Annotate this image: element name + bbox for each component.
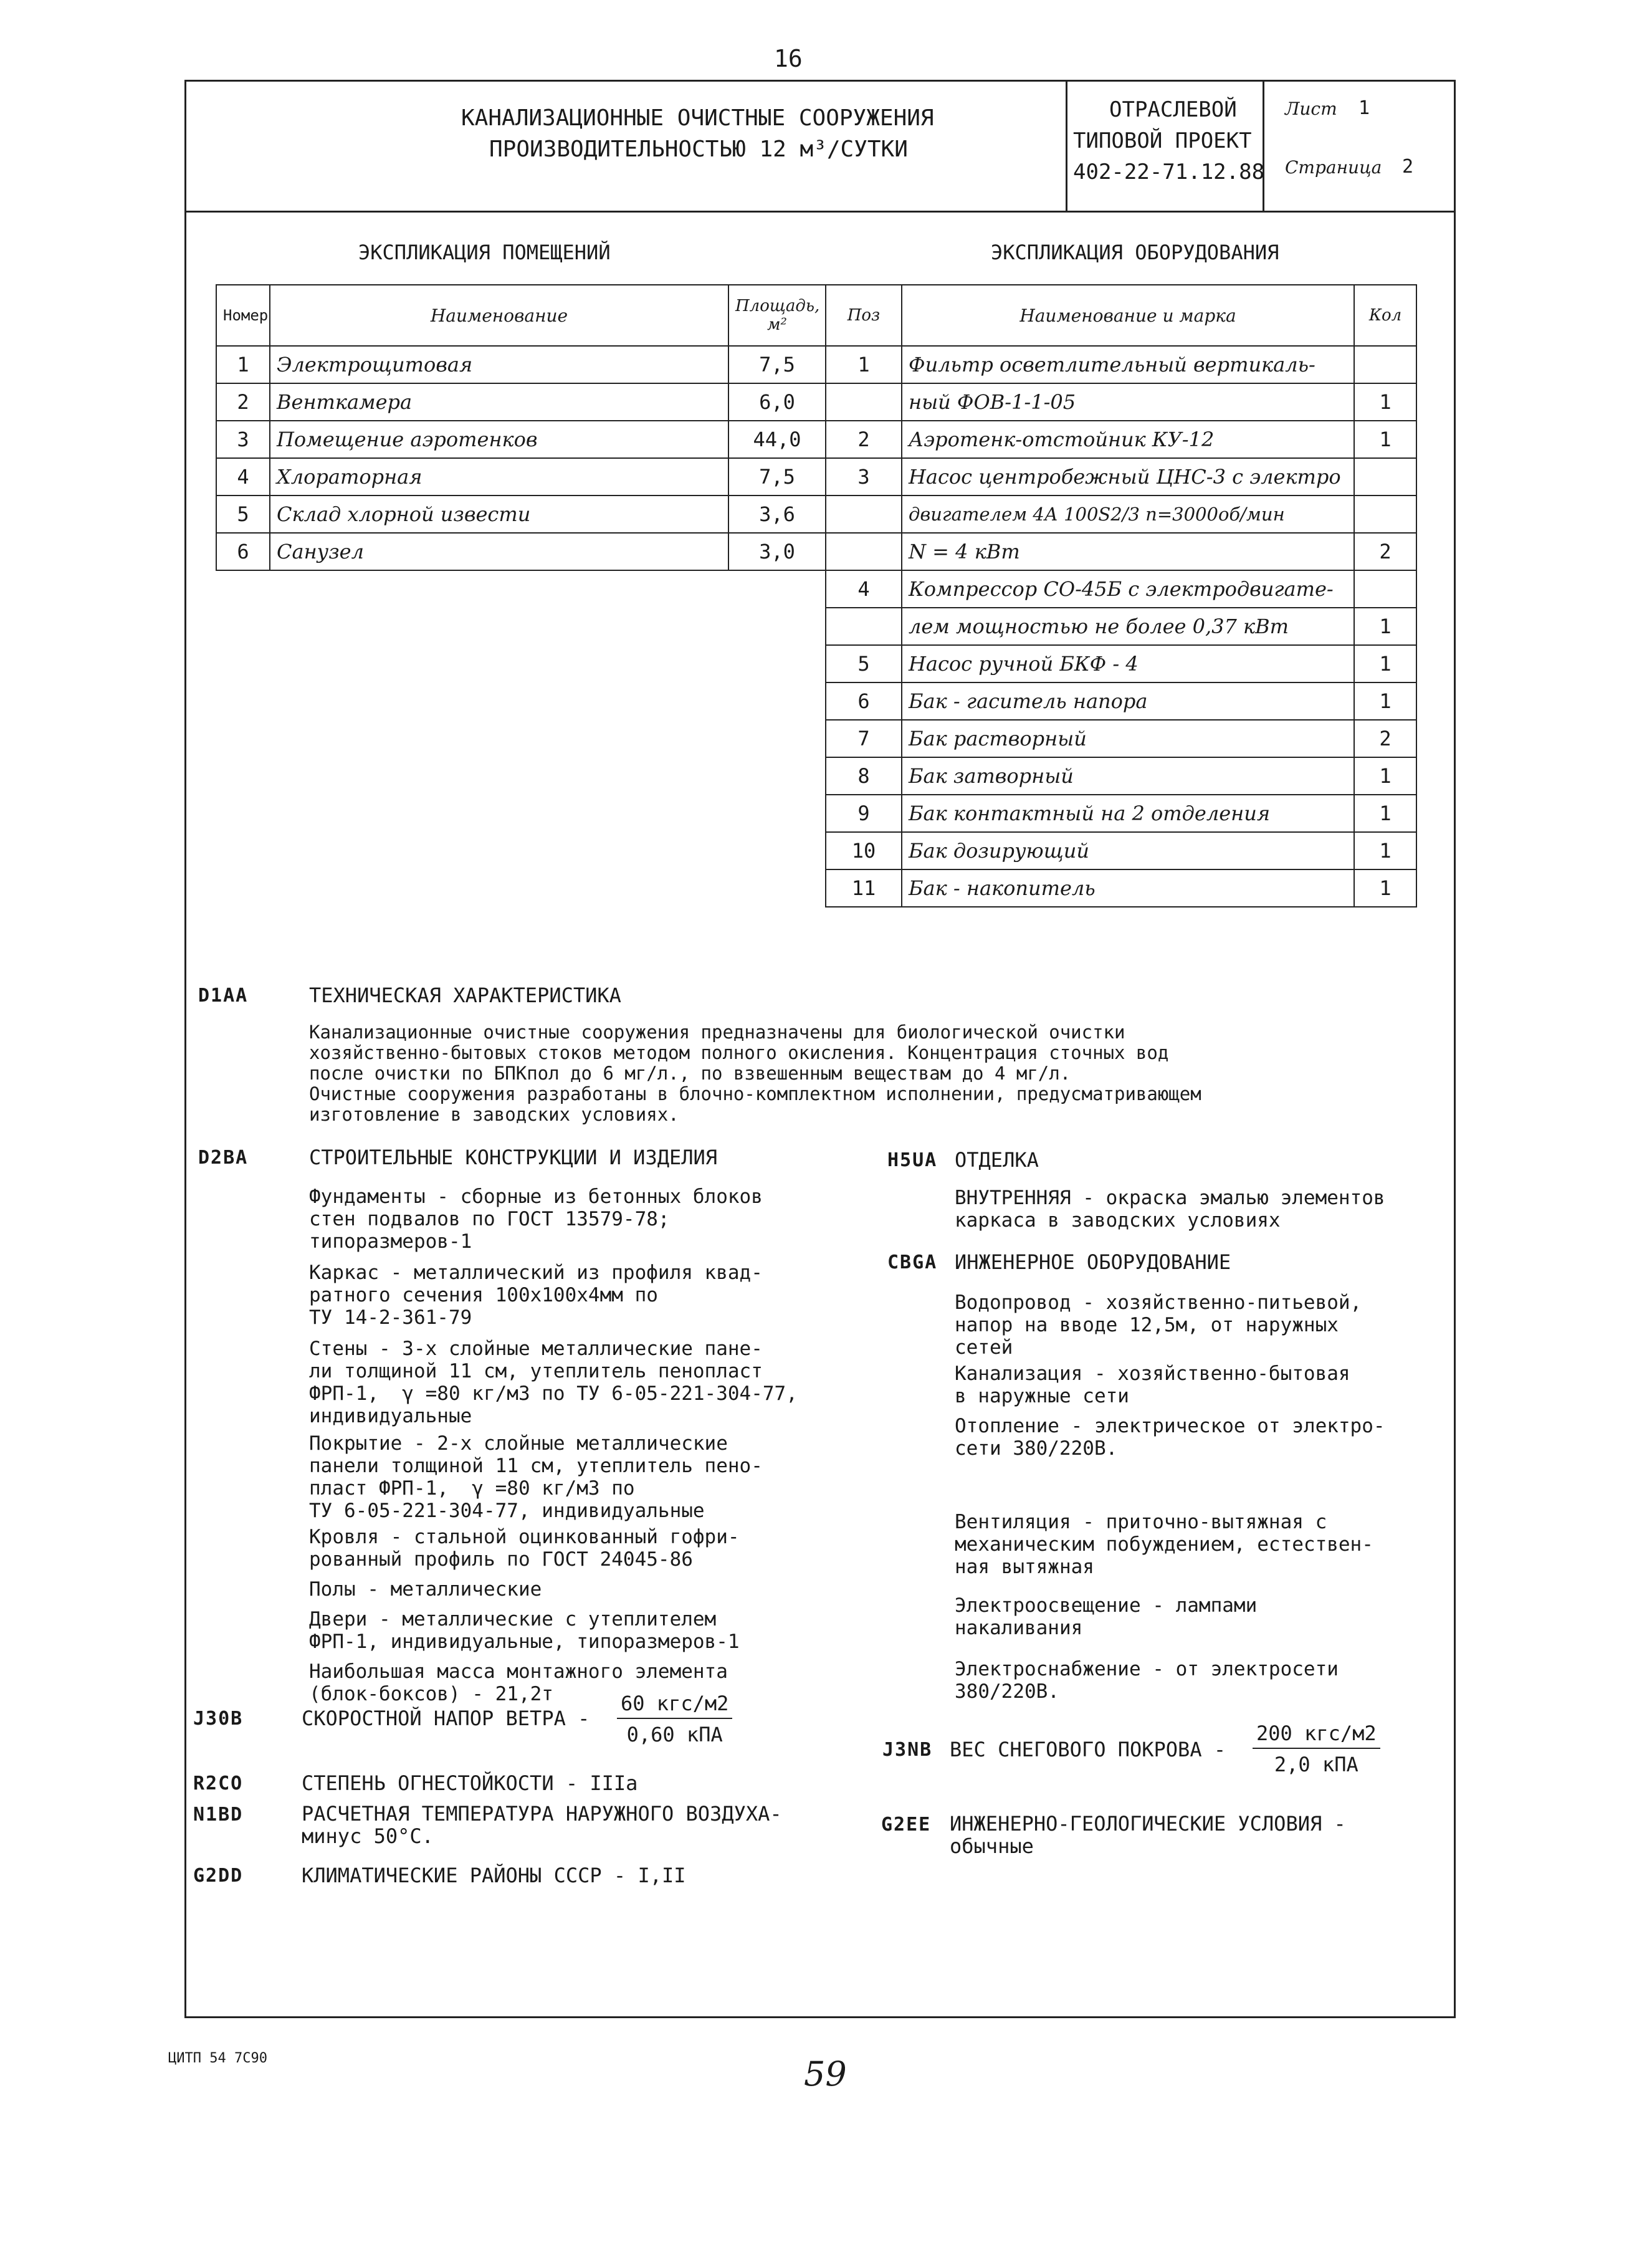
title-line-1: КАНАЛИЗАЦИОННЫЕ ОЧИСТНЫЕ СООРУЖЕНИЯ (461, 105, 934, 131)
table-row (826, 832, 1416, 869)
room-num: 3 (216, 421, 270, 458)
equip-pos (826, 608, 902, 645)
equipment-heading: ЭКСПЛИКАЦИЯ ОБОРУДОВАНИЯ (991, 241, 1279, 264)
title-block-divider-1 (1066, 80, 1067, 212)
equip-pos: 6 (826, 682, 902, 720)
construction-max-mass: Наибольшая масса монтажного элемента (блок-боксов) - 21,2т (309, 1660, 728, 1705)
equip-name: Бак - накопитель (902, 869, 1354, 907)
equip-pos: 1 (826, 346, 902, 383)
construction-doors: Двери - металлические с утеплителем ФРП-1, индивидуальные, типоразмеров-1 (309, 1608, 740, 1653)
room-area: 7,5 (728, 458, 826, 496)
section-heading-finishing: ОТДЕЛКА (955, 1148, 1039, 1172)
code-g2dd: G2DD (193, 1865, 244, 1887)
equipment-header-row (826, 285, 1416, 346)
equip-name: N = 4 кВт (902, 533, 1354, 570)
equip-pos (826, 533, 902, 570)
table-row (216, 421, 826, 458)
equip-name: Аэротенк-отстойник КУ-12 (902, 421, 1354, 458)
code-j3nb: J3NB (882, 1739, 933, 1761)
equip-qty: 1 (1354, 869, 1416, 907)
equipment-col-qty: Кол (1354, 285, 1416, 346)
engineering-heating: Отопление - электрическое от электро- сети 380/220В. (955, 1415, 1385, 1460)
table-row (826, 869, 1416, 907)
equip-name: Бак - гаситель напора (902, 682, 1354, 720)
equip-name: Фильтр осветлительный вертикаль- (902, 346, 1354, 383)
equip-qty: 1 (1354, 682, 1416, 720)
table-row (216, 496, 826, 533)
finishing-text: ВНУТРЕННЯЯ - окраска эмалью элементов каркаса в заводских условиях (955, 1187, 1385, 1232)
table-row (826, 608, 1416, 645)
construction-roofing: Кровля - стальной оцинкованный гофри- рованный профиль по ГОСТ 24045-86 (309, 1526, 740, 1571)
equip-qty: 1 (1354, 832, 1416, 869)
equip-qty: 1 (1354, 421, 1416, 458)
table-row (826, 570, 1416, 608)
equip-qty (1354, 458, 1416, 496)
equip-qty: 1 (1354, 757, 1416, 795)
room-num: 1 (216, 346, 270, 383)
table-row (826, 496, 1416, 533)
equip-qty (1354, 570, 1416, 608)
room-area: 7,5 (728, 346, 826, 383)
table-row (826, 682, 1416, 720)
room-name: Хлораторная (270, 458, 728, 496)
design-temperature: РАСЧЕТНАЯ ТЕМПЕРАТУРА НАРУЖНОГО ВОЗДУХА- минус 50°С. (302, 1802, 782, 1848)
equip-name: Насос центробежный ЦНС-3 с электро (902, 458, 1354, 496)
section-heading-engineering: ИНЖЕНЕРНОЕ ОБОРУДОВАНИЕ (955, 1250, 1231, 1274)
equip-qty: 1 (1354, 608, 1416, 645)
table-row (826, 795, 1416, 832)
snow-load-label: ВЕС СНЕГОВОГО ПОКРОВА - (950, 1738, 1226, 1761)
sheet-value: 1 (1358, 97, 1370, 119)
room-area: 3,0 (728, 533, 826, 570)
table-row (216, 383, 826, 421)
page-number-bottom: 59 (804, 2054, 847, 2094)
equip-name: лем мощностью не более 0,37 кВт (902, 608, 1354, 645)
room-area: 3,6 (728, 496, 826, 533)
equipment-col-name: Наименование и марка (902, 285, 1354, 346)
snow-load-kpa: 2,0 кПА (1274, 1753, 1358, 1776)
project-line-1: ОТРАСЛЕВОЙ (1109, 97, 1237, 122)
table-row (826, 346, 1416, 383)
equipment-table (825, 284, 1417, 907)
equip-qty: 1 (1354, 645, 1416, 682)
title-line-2: ПРОИЗВОДИТЕЛЬНОСТЬЮ 12 м³/СУТКИ (489, 136, 908, 162)
equip-qty: 1 (1354, 383, 1416, 421)
code-h5ua: H5UA (887, 1149, 938, 1171)
engineering-lighting: Электроосвещение - лампами накаливания (955, 1594, 1258, 1639)
code-j30b: J30B (193, 1708, 244, 1730)
project-line-2: ТИПОВОЙ ПРОЕКТ (1073, 128, 1252, 153)
table-row (826, 421, 1416, 458)
geological-conditions: ИНЖЕНЕРНО-ГЕОЛОГИЧЕСКИЕ УСЛОВИЯ - обычные (950, 1812, 1346, 1858)
equip-pos: 7 (826, 720, 902, 757)
equip-name: Насос ручной БКФ - 4 (902, 645, 1354, 682)
code-r2co: R2CO (193, 1773, 244, 1794)
title-block-bottom-line (184, 211, 1456, 213)
room-name: Венткамера (270, 383, 728, 421)
construction-frame: Каркас - металлический из профиля квад- ратного сечения 100х100х4мм по ТУ 14-2-361-79 (309, 1262, 763, 1329)
equip-pos: 5 (826, 645, 902, 682)
room-name: Склад хлорной извести (270, 496, 728, 533)
equip-pos: 2 (826, 421, 902, 458)
room-num: 6 (216, 533, 270, 570)
room-num: 4 (216, 458, 270, 496)
project-number: 402-22-71.12.88 (1073, 160, 1265, 184)
table-row (826, 533, 1416, 570)
page-number-top: 16 (774, 45, 803, 72)
equip-qty: 2 (1354, 720, 1416, 757)
equip-name: Бак затворный (902, 757, 1354, 795)
table-row (216, 458, 826, 496)
table-row (826, 720, 1416, 757)
room-area: 6,0 (728, 383, 826, 421)
page-value: 2 (1402, 156, 1414, 178)
construction-roof-panels: Покрытие - 2-х слойные металлические панели толщиной 11 см, утеплитель пено- пласт ФРП-1, γ =80 кг/м3 по ТУ 6-05-221-304-77, индивидуальные (309, 1432, 763, 1522)
room-name: Электрощитовая (270, 346, 728, 383)
engineering-water-supply: Водопровод - хозяйственно-питьевой, напор на вводе 12,5м, от наружных сетей (955, 1291, 1362, 1359)
rooms-table (216, 284, 826, 571)
construction-floors: Полы - металлические (309, 1578, 542, 1601)
engineering-power-supply: Электроснабжение - от электросети 380/220В. (955, 1658, 1339, 1703)
rooms-col-area: Площадь, м² (728, 285, 826, 346)
table-row (216, 533, 826, 570)
equipment-col-pos: Поз (826, 285, 902, 346)
room-name: Помещение аэротенков (270, 421, 728, 458)
code-d1aa: D1AA (198, 985, 249, 1007)
code-d2ba: D2BA (198, 1147, 249, 1169)
equip-pos (826, 383, 902, 421)
climate-regions: КЛИМАТИЧЕСКИЕ РАЙОНЫ СССР - I,II (302, 1864, 686, 1887)
rooms-heading: ЭКСПЛИКАЦИЯ ПОМЕЩЕНИЙ (358, 241, 611, 264)
equip-name: Бак дозирующий (902, 832, 1354, 869)
table-row (826, 458, 1416, 496)
code-g2ee: G2EE (881, 1814, 932, 1836)
room-num: 2 (216, 383, 270, 421)
wind-pressure-kpa: 0,60 кПА (626, 1723, 723, 1746)
equip-pos (826, 496, 902, 533)
equip-qty (1354, 346, 1416, 383)
table-row (216, 346, 826, 383)
snow-load-value (1253, 1721, 1380, 1776)
equip-qty: 1 (1354, 795, 1416, 832)
code-n1bd: N1BD (193, 1804, 244, 1826)
equip-pos: 10 (826, 832, 902, 869)
equip-pos: 11 (826, 869, 902, 907)
rooms-header-row (216, 285, 826, 346)
rooms-col-num: Номер (216, 285, 270, 346)
section-heading-construction: СТРОИТЕЛЬНЫЕ КОНСТРУКЦИИ И ИЗДЕЛИЯ (309, 1146, 718, 1169)
engineering-ventilation: Вентиляция - приточно-вытяжная с механическим побуждением, естествен- ная вытяжная (955, 1511, 1373, 1578)
footer-code: ЦИТП 54 7С90 (168, 2051, 267, 2066)
equip-pos: 3 (826, 458, 902, 496)
construction-walls: Стены - 3-х слойные металлические пане- ли толщиной 11 см, утеплитель пенопласт ФРП-1, γ =80 кг/м3 по ТУ 6-05-221-304-77, индивидуальные (309, 1338, 798, 1427)
equip-pos: 4 (826, 570, 902, 608)
equip-name: ный ФОВ-1-1-05 (902, 383, 1354, 421)
tech-characteristics-text: Канализационные очистные сооружения предназначены для биологической очистки хозяйственно-бытовых стоков методом полного окисления. Концентрация сточных вод после очистки по БПКпол до 6 мг/л., по взвешенным веществам до 4 мг/л. Очистные сооружения разработаны в блочно-комплектном исполнении, предусматривающем изготовление в заводских условиях. (309, 1022, 1201, 1125)
engineering-sewerage: Канализация - хозяйственно-бытовая в наружные сети (955, 1362, 1350, 1407)
room-area: 44,0 (728, 421, 826, 458)
table-row (826, 645, 1416, 682)
sheet-label: Лист (1285, 98, 1337, 119)
table-row (826, 383, 1416, 421)
table-row (826, 757, 1416, 795)
equip-name: Бак контактный на 2 отделения (902, 795, 1354, 832)
construction-foundations: Фундаменты - сборные из бетонных блоков стен подвалов по ГОСТ 13579-78; типоразмеров-1 (309, 1185, 763, 1253)
title-block-divider-2 (1263, 80, 1264, 212)
equip-qty (1354, 496, 1416, 533)
equip-pos: 8 (826, 757, 902, 795)
room-name: Санузел (270, 533, 728, 570)
room-num: 5 (216, 496, 270, 533)
equip-name: двигателем 4А 100S2/3 n=3000об/мин (902, 496, 1354, 533)
page-label: Страница (1285, 157, 1382, 178)
equip-name: Компрессор СО-45Б с электродвигате- (902, 570, 1354, 608)
wind-pressure-label: СКОРОСТНОЙ НАПОР ВЕТРА - (302, 1707, 590, 1730)
code-cbga: CBGA (887, 1252, 938, 1273)
section-heading-tech: ТЕХНИЧЕСКАЯ ХАРАКТЕРИСТИКА (309, 984, 621, 1007)
wind-pressure-kgs: 60 кгс/м2 (617, 1692, 732, 1719)
equip-pos: 9 (826, 795, 902, 832)
wind-pressure-value (617, 1692, 732, 1746)
fire-resistance: СТЕПЕНЬ ОГНЕСТОЙКОСТИ - IIIа (302, 1771, 638, 1795)
equip-qty: 2 (1354, 533, 1416, 570)
rooms-col-name: Наименование (270, 285, 728, 346)
snow-load-kgs: 200 кгс/м2 (1253, 1721, 1380, 1749)
equip-name: Бак растворный (902, 720, 1354, 757)
